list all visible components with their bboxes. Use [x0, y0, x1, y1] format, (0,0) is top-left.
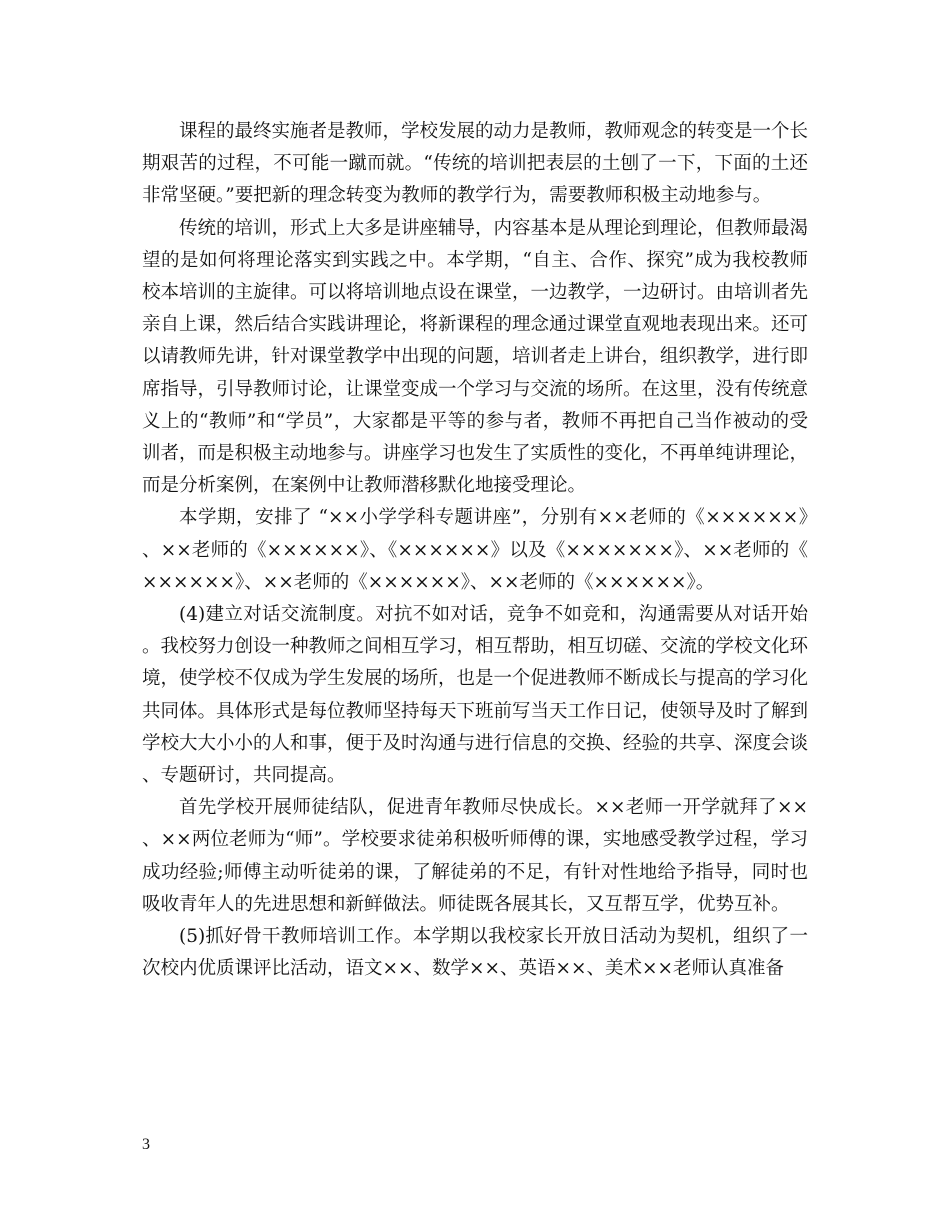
document-body	[142, 116, 808, 985]
paragraph-4: (4)建立对话交流制度。对抗不如对话，竞争不如竞和，沟通需要从对话开始。我校努力创设一种教师之间相互学习，相互帮助，相互切磋、交流的学校文化环境，使学校不仅成为学生发展的场所，也是一个促进教师不断成长与提高的学习化共同体。具体形式是每位教师坚持每天下班前写当天工作日记，使领导及时了解到学校大大小小的人和事，便于及时沟通与进行信息的交换、经验的共享、深度会谈、专题研讨，共同提高。	[142, 604, 809, 787]
paragraph-5: 首先学校开展师徒结队，促进青年教师尽快成长。××老师一开学就拜了××、××两位老师为“师”。学校要求徒弟积极听师傅的课，实地感受教学过程，学习成功经验;师傅主动听徒弟的课，了解徒弟的不足，有针对性地给予指导，同时也吸收青年人的先进思想和新鲜做法。师徒既各展其长，又互帮互学，优势互补。	[142, 797, 808, 915]
paragraph-6: (5)抓好骨干教师培训工作。本学期以我校家长开放日活动为契机，组织了一次校内优质课评比活动，语文××、数学××、英语××、美术××老师认真准备	[142, 926, 808, 980]
paragraph-2: 传统的培训，形式上大多是讲座辅导，内容基本是从理论到理论，但教师最渴望的是如何将理论落实到实践之中。本学期，“自主、合作、探究”成为我校教师校本培训的主旋律。可以将培训地点设在课堂，一边教学，一边研讨。由培训者先亲自上课，然后结合实践讲理论，将新课程的理念通过课堂直观地表现出来。还可以请教师先讲，针对课堂教学中出现的问题，培训者走上讲台，组织教学，进行即席指导，引导教师讨论，让课堂变成一个学习与交流的场所。在这里，没有传统意义上的“教师”和“学员”，大家都是平等的参与者，教师不再把自己当作被动的受训者，而是积极主动地参与。讲座学习也发生了实质性的变化，不再单纯讲理论，而是分析案例，在案例中让教师潜移默化地接受理论。	[142, 217, 809, 497]
paragraph-3: 本学期，安排了 “××小学学科专题讲座”，分别有××老师的《××××××》、××老师的《××××××》、《××××××》以及《×××××××》、××老师的《××××××》、××老师的《××××××》、××老师的《××××××》。	[142, 507, 808, 593]
page-number: 3	[142, 1136, 150, 1153]
paragraph-1: 课程的最终实施者是教师，学校发展的动力是教师，教师观念的转变是一个长期艰苦的过程，不可能一蹴而就。“传统的培训把表层的土刨了一下，下面的土还非常坚硬。”要把新的理念转变为教师的教学行为，需要教师积极主动地参与。	[142, 121, 809, 207]
